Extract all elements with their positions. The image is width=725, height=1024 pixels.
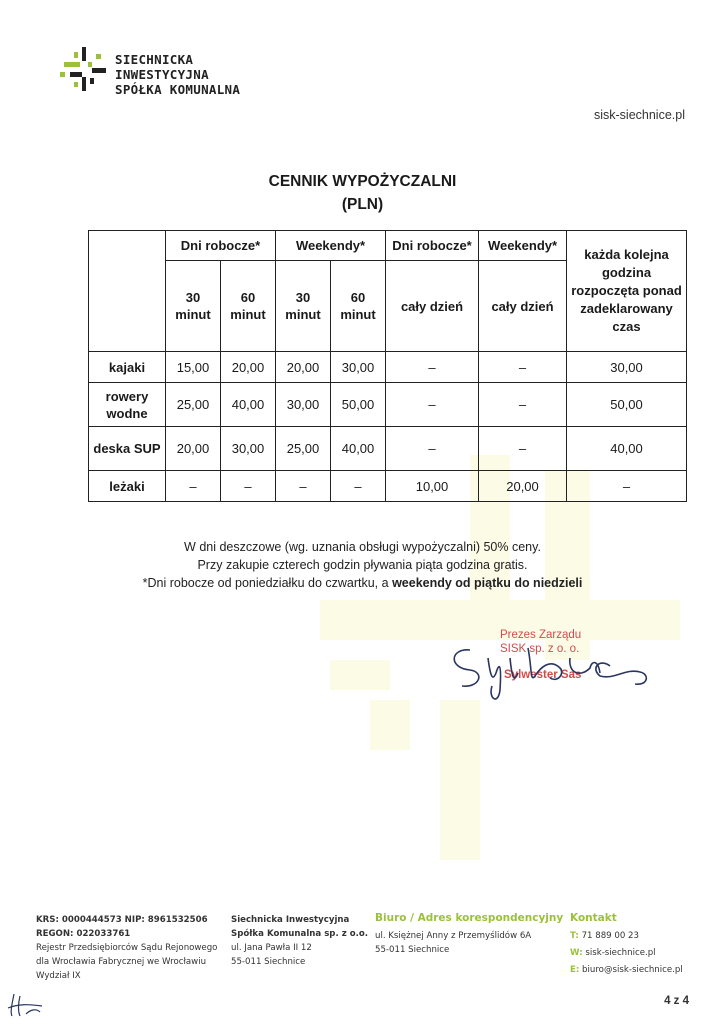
row-label: deska SUP bbox=[89, 427, 166, 471]
table-row bbox=[89, 352, 687, 383]
price-cell: 20,00 bbox=[276, 352, 331, 383]
price-cell: – bbox=[276, 471, 331, 502]
watermark bbox=[330, 660, 390, 690]
price-cell: 30,00 bbox=[276, 383, 331, 427]
price-cell: 40,00 bbox=[331, 427, 386, 471]
price-cell: – bbox=[221, 471, 276, 502]
page-title: CENNIK WYPOŻYCZALNI (PLN) bbox=[268, 173, 457, 213]
price-cell: 30,00 bbox=[567, 352, 687, 383]
corner-cell bbox=[89, 231, 166, 352]
company-logo-icon bbox=[58, 44, 108, 94]
note-line: *Dni robocze od poniedziałku do czwartku, a weekendy od piątku do niedzieli bbox=[142, 576, 583, 590]
price-cell: 50,00 bbox=[331, 383, 386, 427]
watermark bbox=[370, 700, 410, 750]
price-cell: 40,00 bbox=[567, 427, 687, 471]
price-cell: – bbox=[479, 427, 567, 471]
row-label: leżaki bbox=[89, 471, 166, 502]
row-label: rowery wodne bbox=[89, 383, 166, 427]
price-cell: 25,00 bbox=[166, 383, 221, 427]
price-cell: 25,00 bbox=[276, 427, 331, 471]
price-cell: – bbox=[386, 427, 479, 471]
header-weekend-day: Weekendy* bbox=[479, 231, 567, 261]
table-row bbox=[89, 471, 687, 502]
table-row bbox=[89, 383, 687, 427]
sub-header: cały dzień bbox=[479, 261, 567, 352]
watermark bbox=[440, 700, 480, 860]
price-cell: 10,00 bbox=[386, 471, 479, 502]
header-weekday-day: Dni robocze* bbox=[386, 231, 479, 261]
contact-phone: T: 71 889 00 23 bbox=[570, 931, 639, 941]
page-number: 4 z 4 bbox=[664, 995, 689, 1007]
price-cell: – bbox=[331, 471, 386, 502]
website-link[interactable]: sisk-siechnice.pl bbox=[593, 108, 685, 122]
price-cell: 30,00 bbox=[331, 352, 386, 383]
contact-web[interactable]: W: sisk-siechnice.pl bbox=[570, 948, 656, 958]
footer-registry: KRS: 0000444573 NIP: 8961532506 REGON: 022033761 Rejestr Przedsiębiorców Sądu Rejonowego dla Wrocławia Fabrycznej we Wrocławiu Wydział IX bbox=[36, 915, 218, 981]
sub-header: 60 minut bbox=[331, 261, 386, 352]
row-label: kajaki bbox=[89, 352, 166, 383]
contact-email[interactable]: E: biuro@sisk-siechnice.pl bbox=[570, 965, 683, 975]
company-name: SIECHNICKA INWESTYCYJNA SPÓŁKA KOMUNALNA bbox=[115, 52, 241, 97]
notes bbox=[0, 538, 725, 592]
price-cell: 30,00 bbox=[221, 427, 276, 471]
price-cell: 50,00 bbox=[567, 383, 687, 427]
footer-contact: Kontakt T: 71 889 00 23 W: sisk-siechnice.pl E: biuro@sisk-siechnice.pl bbox=[570, 912, 683, 975]
price-cell: 20,00 bbox=[479, 471, 567, 502]
price-cell: – bbox=[567, 471, 687, 502]
price-cell: – bbox=[479, 352, 567, 383]
header-weekday: Dni robocze* bbox=[166, 231, 276, 261]
official-stamp: Prezes Zarządu SISK sp. z o. o. Sylwester Sas bbox=[500, 629, 582, 681]
price-cell: 15,00 bbox=[166, 352, 221, 383]
price-table bbox=[88, 230, 687, 502]
price-cell: 40,00 bbox=[221, 383, 276, 427]
footer-office: Biuro / Adres korespondencyjny ul. Księżnej Anny z Przemyślidów 6A 55-011 Siechnice bbox=[375, 912, 564, 955]
initials-icon bbox=[6, 990, 46, 1020]
table-row bbox=[89, 427, 687, 471]
price-cell: – bbox=[386, 383, 479, 427]
signature-icon bbox=[440, 628, 670, 708]
price-cell: 20,00 bbox=[166, 427, 221, 471]
price-cell: – bbox=[479, 383, 567, 427]
price-cell: 20,00 bbox=[221, 352, 276, 383]
note-line: Przy zakupie czterech godzin pływania piąta godzina gratis. bbox=[197, 558, 528, 572]
note-line: W dni deszczowe (wg. uznania obsługi wypożyczalni) 50% ceny. bbox=[184, 540, 541, 554]
price-cell: – bbox=[166, 471, 221, 502]
sub-header: 60 minut bbox=[221, 261, 276, 352]
sub-header: 30 minut bbox=[276, 261, 331, 352]
footer-company: Siechnicka Inwestycyjna Spółka Komunalna sp. z o.o. ul. Jana Pawła II 12 55-011 Siechnice bbox=[231, 915, 369, 967]
sub-header: 30 minut bbox=[166, 261, 221, 352]
sub-header: cały dzień bbox=[386, 261, 479, 352]
header-weekend: Weekendy* bbox=[276, 231, 386, 261]
header-extra-hour: każda kolejna godzina rozpoczęta ponad zadeklarowany czas bbox=[567, 231, 687, 352]
price-cell: – bbox=[386, 352, 479, 383]
